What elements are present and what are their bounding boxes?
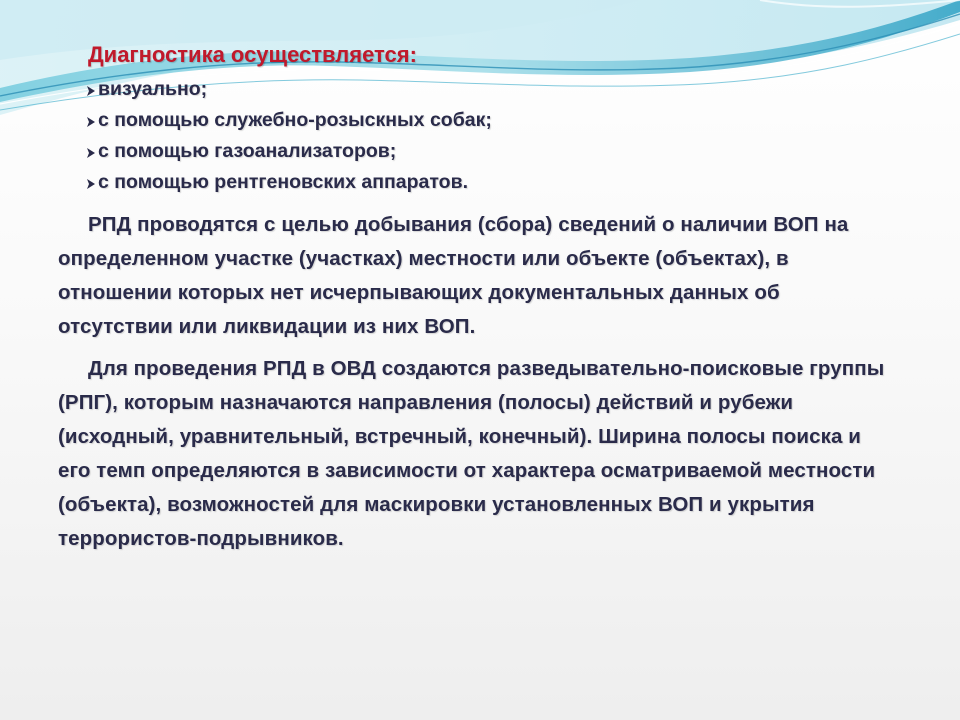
list-item-text: с помощью газоанализаторов;	[98, 140, 397, 162]
list-item-text: с помощью рентгеновских аппаратов.	[98, 171, 468, 193]
rpd-purpose-paragraph: РПД проводятся с целью добывания (сбора) сведений о наличии ВОП на определенном участке (участках) местности или объекте (объектах), в отношении которых нет исчерпывающих документальных данных об отсутствии или ликвидации из них ВОП.	[58, 213, 849, 338]
arrow-bullet-icon	[86, 147, 96, 159]
arrow-bullet-icon	[86, 116, 96, 128]
list-item	[86, 136, 898, 167]
list-item-text: с помощью служебно-розыскных собак;	[98, 109, 492, 131]
list-item-text: визуально;	[98, 78, 208, 100]
rpg-groups-paragraph: Для проведения РПД в ОВД создаются разведывательно-поисковые группы (РПГ), которым назначаются направления (полосы) действий и рубежи (исходный, уравнительный, встречный, конечный). Ширина полосы поиска и его темп определяются в зависимости от характера осматриваемой местности (объекта), возможностей для маскировки установленных ВОП и укрытия террористов-подрывников.	[58, 357, 885, 550]
arrow-bullet-icon	[86, 178, 96, 190]
diagnostics-heading: Диагностика осуществляется:	[88, 42, 417, 67]
list-item	[86, 74, 898, 105]
list-item	[86, 167, 898, 198]
slide-content	[58, 40, 898, 564]
arrow-bullet-icon	[86, 85, 96, 97]
list-item	[86, 105, 898, 136]
diagnostic-methods-list	[86, 74, 898, 198]
